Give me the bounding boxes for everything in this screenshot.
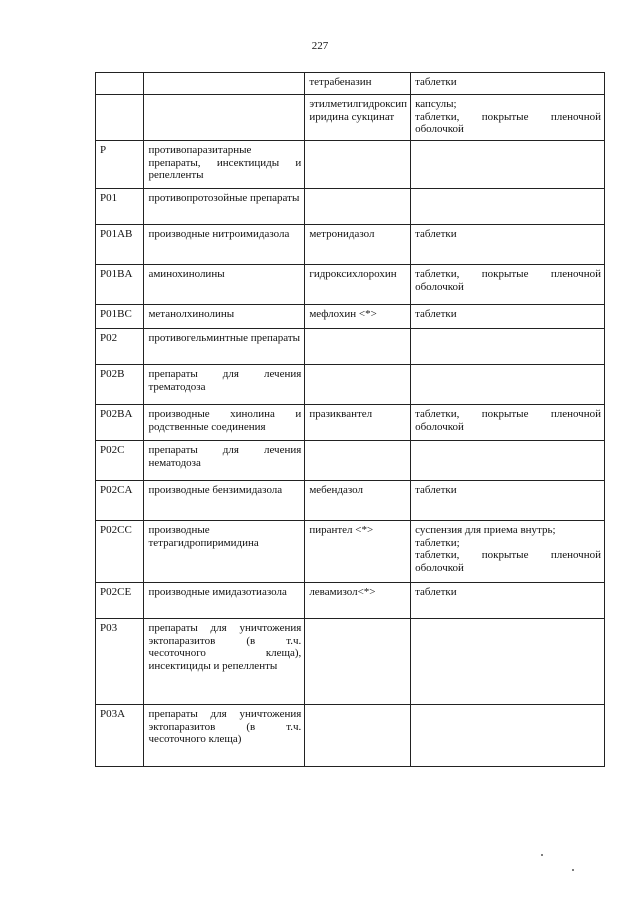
drug-name-cell-text: мефлохин <*> (309, 308, 377, 320)
table-row (96, 619, 605, 705)
group-cell (144, 481, 305, 521)
table-row (96, 141, 605, 189)
table-row (96, 705, 605, 767)
group-cell (144, 441, 305, 481)
group-cell-text: препараты для уничтожения эктопаразитов (в т.ч. чесоточного клеща) (148, 708, 302, 745)
dosage-form-cell (411, 705, 605, 767)
drug-name-cell (305, 73, 411, 95)
drug-name-cell (305, 441, 411, 481)
group-cell (144, 141, 305, 189)
dosage-form-cell-text: таблетки (415, 484, 457, 496)
code-cell (96, 265, 144, 305)
drug-name-cell (305, 225, 411, 265)
group-cell (144, 95, 305, 141)
group-cell (144, 405, 305, 441)
group-cell (144, 705, 305, 767)
dosage-form-cell (411, 481, 605, 521)
drug-name-cell (305, 141, 411, 189)
drug-name-cell (305, 305, 411, 329)
group-cell (144, 265, 305, 305)
code-cell (96, 441, 144, 481)
group-cell-text: препараты для уничтожения эктопаразитов (в т.ч. чесоточного клеща), инсектициды и репелленты (148, 622, 302, 672)
table-row (96, 225, 605, 265)
dosage-form-cell (411, 73, 605, 95)
scan-speck (541, 854, 543, 856)
drug-name-cell-text: мебендазол (309, 484, 363, 496)
dosage-form-cell-text: таблетки (415, 308, 457, 320)
code-cell (96, 329, 144, 365)
group-cell-text: метанолхинолины (148, 308, 235, 320)
group-cell-text: препараты для лечения нематодоза (148, 444, 302, 469)
group-cell (144, 521, 305, 583)
group-cell (144, 583, 305, 619)
drug-name-cell (305, 583, 411, 619)
table-row (96, 521, 605, 583)
drug-name-cell (305, 521, 411, 583)
dosage-form-cell (411, 583, 605, 619)
drug-name-cell-text: тетрабеназин (309, 76, 372, 88)
drug-name-cell-text: празиквантел (309, 408, 373, 420)
dosage-form-cell-text: таблетки (415, 228, 457, 240)
table-row (96, 189, 605, 225)
table-row (96, 95, 605, 141)
code-cell (96, 521, 144, 583)
group-cell-text: аминохинолины (148, 268, 225, 280)
code-cell (96, 73, 144, 95)
table-body (96, 73, 605, 767)
dosage-form-cell (411, 305, 605, 329)
dosage-form-cell (411, 95, 605, 141)
page-number: 227 (311, 40, 329, 52)
code-cell (96, 481, 144, 521)
dosage-form-cell (411, 405, 605, 441)
dosage-form-cell (411, 521, 605, 583)
drug-name-cell-text: метронидазол (309, 228, 375, 240)
table-row (96, 583, 605, 619)
table-row (96, 329, 605, 365)
group-cell-text: противопаразитарные препараты, инсектициды и репелленты (148, 144, 302, 181)
drug-name-cell-text: гидроксихлорохин (309, 268, 397, 280)
code-cell-text: P02CE (100, 586, 132, 598)
code-cell (96, 583, 144, 619)
table-row (96, 73, 605, 95)
group-cell (144, 365, 305, 405)
code-cell (96, 305, 144, 329)
drug-name-cell (305, 619, 411, 705)
code-cell (96, 225, 144, 265)
code-cell (96, 365, 144, 405)
group-cell-text: производные хинолина и родственные соединения (148, 408, 302, 433)
code-cell-text: P01BC (100, 308, 132, 320)
dosage-form-cell-text: таблетки, покрытые пленочной оболочкой (415, 408, 601, 433)
drug-name-cell (305, 95, 411, 141)
group-cell-text: производные имидазотиазола (148, 586, 287, 598)
dosage-form-cell (411, 265, 605, 305)
code-cell (96, 705, 144, 767)
code-cell-text: P02B (100, 368, 125, 380)
code-cell-text: P01AB (100, 228, 133, 240)
code-cell-text: P02C (100, 444, 125, 456)
table-row (96, 481, 605, 521)
drug-name-cell (305, 365, 411, 405)
group-cell (144, 189, 305, 225)
code-cell-text: P02 (100, 332, 118, 344)
table-row (96, 265, 605, 305)
dosage-form-cell (411, 365, 605, 405)
dosage-form-cell-text: таблетки (415, 586, 457, 598)
scan-speck (572, 869, 574, 871)
code-cell-text: P (100, 144, 107, 156)
code-cell-text: P01BA (100, 268, 133, 280)
drug-name-cell (305, 405, 411, 441)
group-cell (144, 329, 305, 365)
dosage-form-cell-text: таблетки (415, 76, 457, 88)
drug-name-cell (305, 329, 411, 365)
dosage-form-cell (411, 441, 605, 481)
dosage-form-cell (411, 189, 605, 225)
code-cell (96, 405, 144, 441)
code-cell-text: P03A (100, 708, 126, 720)
dosage-form-cell (411, 619, 605, 705)
code-cell-text: P02CC (100, 524, 132, 536)
code-cell (96, 141, 144, 189)
dosage-form-cell-text: капсулы; таблетки, покрытые пленочной оболочкой (415, 98, 601, 135)
code-cell-text: P01 (100, 192, 118, 204)
drug-name-cell-text: пирантел <*> (309, 524, 374, 536)
code-cell-text: P02CA (100, 484, 133, 496)
drug-name-cell (305, 189, 411, 225)
group-cell-text: противопротозойные препараты (148, 192, 300, 204)
drug-name-cell-text: левамизол<*> (309, 586, 376, 598)
dosage-form-cell (411, 141, 605, 189)
dosage-form-cell-text: таблетки, покрытые пленочной оболочкой (415, 268, 601, 293)
group-cell-text: производные нитроимидазола (148, 228, 290, 240)
group-cell-text: производные тетрагидропиримидина (148, 524, 259, 549)
group-cell (144, 305, 305, 329)
table-row (96, 441, 605, 481)
drug-name-cell (305, 265, 411, 305)
group-cell-text: противогельминтные препараты (148, 332, 301, 344)
code-cell-text: P03 (100, 622, 118, 634)
drug-list-table (95, 72, 605, 767)
table-row (96, 365, 605, 405)
dosage-form-cell (411, 329, 605, 365)
group-cell (144, 225, 305, 265)
dosage-form-cell-text: суспензия для приема внутрь; таблетки; таблетки, покрытые пленочной оболочкой (415, 524, 601, 574)
group-cell-text: производные бензимидазола (148, 484, 283, 496)
drug-name-cell (305, 481, 411, 521)
drug-name-cell-text: этилметилгидроксипиридина сукцинат (309, 98, 407, 123)
code-cell-text: P02BA (100, 408, 133, 420)
code-cell (96, 95, 144, 141)
table-row (96, 305, 605, 329)
code-cell (96, 189, 144, 225)
group-cell (144, 619, 305, 705)
group-cell-text: препараты для лечения трематодоза (148, 368, 302, 393)
table-row (96, 405, 605, 441)
group-cell (144, 73, 305, 95)
code-cell (96, 619, 144, 705)
drug-name-cell (305, 705, 411, 767)
dosage-form-cell (411, 225, 605, 265)
